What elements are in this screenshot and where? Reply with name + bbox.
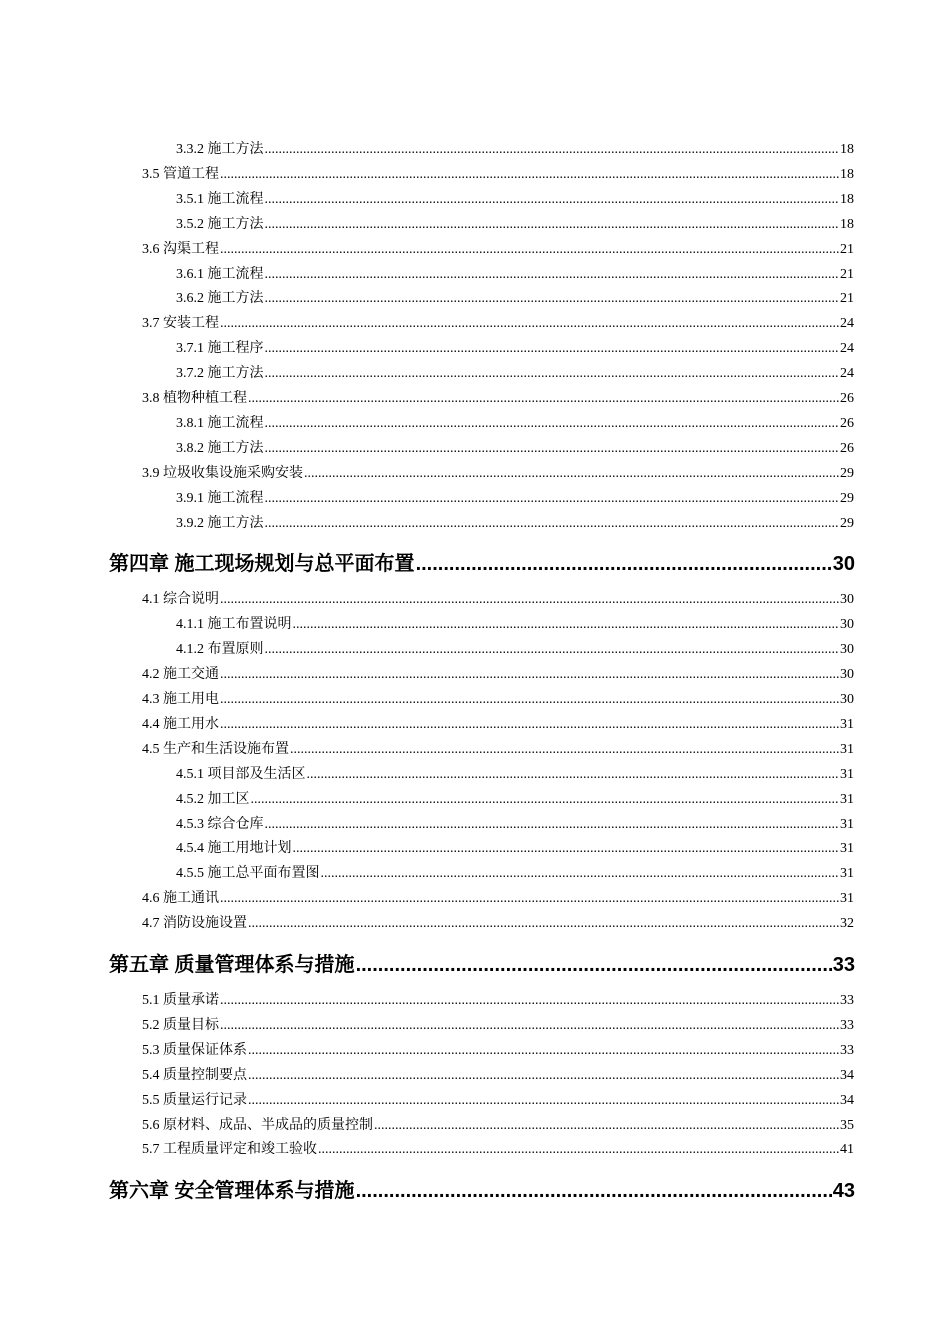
toc-entry-title: 4.5 生产和生活设施布置 — [142, 741, 289, 757]
toc-page-number: 30 — [840, 692, 854, 707]
toc-page-number: 32 — [840, 916, 854, 932]
toc-dot-leader — [220, 889, 839, 909]
toc-entry[interactable] — [142, 590, 854, 610]
toc-entry[interactable] — [176, 414, 854, 434]
toc-dot-leader — [356, 1177, 832, 1205]
toc-page-number: 35 — [840, 1117, 854, 1133]
toc-dot-leader — [220, 991, 839, 1011]
toc-entry[interactable] — [176, 514, 854, 534]
toc-entry-title: 3.9.1 施工流程 — [176, 490, 264, 506]
toc-page-number: 24 — [840, 366, 854, 382]
toc-dot-leader — [293, 615, 840, 635]
toc-entry[interactable] — [176, 615, 854, 635]
toc-dot-leader — [265, 140, 840, 160]
toc-page-number: 31 — [840, 716, 854, 732]
toc-entry-title: 4.5.5 施工总平面布置图 — [176, 866, 320, 882]
toc-entry-title: 4.5.2 加工区 — [176, 791, 250, 807]
toc-entry[interactable] — [176, 289, 854, 309]
toc-page-number: 26 — [840, 391, 854, 406]
toc-entry-title: 3.8.2 施工方法 — [176, 440, 264, 456]
toc-dot-leader — [251, 790, 840, 810]
toc-dot-leader — [248, 1066, 839, 1086]
toc-entry[interactable] — [176, 864, 854, 884]
toc-entry-title: 4.5.3 综合仓库 — [176, 816, 264, 832]
toc-entry-title: 第五章 质量管理体系与措施 — [109, 954, 355, 976]
toc-entry-title: 4.1 综合说明 — [142, 592, 219, 608]
toc-page-number: 21 — [840, 291, 854, 307]
toc-dot-leader — [265, 815, 840, 835]
toc-entry-title: 3.7 安装工程 — [142, 316, 219, 332]
toc-dot-leader — [220, 314, 839, 334]
toc-entry-title: 5.7 工程质量评定和竣工验收 — [142, 1142, 317, 1158]
toc-entry-title: 5.5 质量运行记录 — [142, 1092, 247, 1108]
toc-dot-leader — [265, 265, 840, 285]
toc-entry[interactable] — [176, 489, 854, 509]
toc-dot-leader — [220, 165, 839, 185]
toc-dot-leader — [248, 914, 839, 934]
toc-entry[interactable] — [176, 190, 854, 210]
toc-dot-leader — [265, 339, 840, 359]
toc-entry[interactable] — [142, 991, 854, 1011]
toc-entry-title: 5.1 质量承诺 — [142, 993, 219, 1008]
toc-entry-title: 3.9.2 施工方法 — [176, 515, 264, 531]
toc-entry[interactable] — [142, 665, 854, 685]
toc-page-number: 41 — [840, 1142, 854, 1158]
toc-entry-title: 3.7.1 施工程序 — [176, 341, 264, 357]
toc-dot-leader — [265, 289, 840, 309]
toc-entry-title: 3.5.1 施工流程 — [176, 191, 264, 207]
toc-page-number: 31 — [840, 841, 854, 857]
toc-page-number: 31 — [840, 741, 854, 757]
toc-entry[interactable] — [176, 815, 854, 835]
toc-dot-leader — [248, 1041, 839, 1061]
toc-page-number: 30 — [840, 642, 854, 658]
toc-entry-title: 第六章 安全管理体系与措施 — [109, 1180, 355, 1203]
toc-entry[interactable] — [142, 1041, 854, 1061]
toc-dot-leader — [265, 439, 840, 459]
toc-dot-leader — [416, 550, 832, 578]
toc-dot-leader — [265, 190, 840, 210]
toc-dot-leader — [220, 590, 839, 610]
toc-entry-title: 4.3 施工用电 — [142, 692, 219, 707]
toc-page-number: 31 — [840, 891, 854, 907]
toc-entry[interactable] — [176, 790, 854, 810]
toc-dot-leader — [304, 464, 839, 484]
toc-dot-leader — [356, 951, 832, 979]
toc-page-number: 34 — [840, 1092, 854, 1108]
toc-entry[interactable] — [176, 215, 854, 235]
toc-dot-leader — [374, 1116, 839, 1136]
toc-entry-title: 3.7.2 施工方法 — [176, 366, 264, 382]
toc-entry[interactable] — [142, 389, 854, 409]
toc-entry-title: 4.1.1 施工布置说明 — [176, 617, 292, 633]
toc-page-number: 31 — [840, 816, 854, 832]
toc-entry[interactable] — [142, 1016, 854, 1036]
toc-page-number: 21 — [840, 266, 854, 282]
toc-entry-title: 4.5.1 项目部及生活区 — [176, 766, 306, 782]
toc-page-number: 18 — [840, 166, 854, 182]
toc-dot-leader — [265, 640, 840, 660]
toc-entry-title: 5.4 质量控制要点 — [142, 1067, 247, 1083]
toc-entry-title: 3.6 沟渠工程 — [142, 241, 219, 257]
toc-entry[interactable] — [142, 740, 854, 760]
toc-dot-leader — [248, 1091, 839, 1111]
toc-dot-leader — [265, 514, 840, 534]
toc-entry-title: 第四章 施工现场规划与总平面布置 — [109, 553, 415, 576]
toc-entry[interactable] — [142, 690, 854, 710]
toc-page-number: 21 — [840, 241, 854, 257]
toc-page-number: 30 — [832, 553, 855, 576]
toc-dot-leader — [265, 489, 840, 509]
toc-entry-title: 4.5.4 施工用地计划 — [176, 841, 292, 857]
toc-chapter-entry[interactable] — [109, 550, 855, 578]
toc-page-number: 30 — [840, 617, 854, 633]
toc-entry[interactable] — [142, 1091, 854, 1111]
toc-page-number: 26 — [840, 440, 854, 456]
toc-entry[interactable] — [176, 839, 854, 859]
toc-entry[interactable] — [142, 889, 854, 909]
toc-page-number: 31 — [840, 791, 854, 807]
toc-entry[interactable] — [176, 640, 854, 660]
toc-dot-leader — [290, 740, 839, 760]
toc-dot-leader — [307, 765, 840, 785]
toc-page-number: 34 — [840, 1067, 854, 1083]
toc-entry[interactable] — [176, 140, 854, 160]
toc-dot-leader — [220, 240, 839, 260]
toc-dot-leader — [220, 665, 839, 685]
toc-entry[interactable] — [142, 464, 854, 484]
toc-dot-leader — [220, 1016, 839, 1036]
toc-entry[interactable] — [176, 339, 854, 359]
toc-entry[interactable] — [176, 439, 854, 459]
toc-dot-leader — [321, 864, 840, 884]
toc-page-number: 33 — [832, 954, 855, 976]
toc-page-number: 30 — [840, 667, 854, 683]
toc-entry-title: 3.6.2 施工方法 — [176, 291, 264, 307]
toc-page-number: 18 — [840, 216, 854, 232]
toc-entry-title: 4.2 施工交通 — [142, 667, 219, 683]
toc-chapter-entry[interactable] — [109, 951, 855, 979]
toc-entry-title: 4.6 施工通讯 — [142, 891, 219, 907]
toc-entry[interactable] — [142, 914, 854, 934]
toc-dot-leader — [293, 839, 840, 859]
toc-page-number: 31 — [840, 766, 854, 782]
toc-entry-title: 5.2 质量目标 — [142, 1017, 219, 1033]
toc-dot-leader — [265, 364, 840, 384]
toc-page-number: 29 — [840, 490, 854, 506]
toc-entry-title: 3.9 垃圾收集设施采购安装 — [142, 465, 303, 481]
toc-entry[interactable] — [142, 240, 854, 260]
toc-dot-leader — [318, 1140, 839, 1160]
toc-entry[interactable] — [176, 765, 854, 785]
toc-entry[interactable] — [142, 1116, 854, 1136]
toc-entry[interactable] — [142, 165, 854, 185]
toc-page-number: 18 — [840, 142, 854, 157]
toc-page-number: 26 — [840, 415, 854, 431]
toc-entry-title: 4.7 消防设施设置 — [142, 916, 247, 932]
toc-entry[interactable] — [142, 1140, 854, 1160]
toc-entry-title: 3.5 管道工程 — [142, 166, 219, 182]
toc-entry[interactable] — [142, 715, 854, 735]
toc-page-number: 33 — [840, 993, 854, 1008]
toc-dot-leader — [220, 690, 839, 710]
toc-page-number: 30 — [840, 592, 854, 608]
toc-entry[interactable] — [142, 1066, 854, 1086]
toc-entry-title: 5.3 质量保证体系 — [142, 1042, 247, 1058]
toc-entry[interactable] — [142, 314, 854, 334]
toc-page-number: 24 — [840, 341, 854, 357]
toc-entry-title: 4.1.2 布置原则 — [176, 642, 264, 658]
toc-page-number: 29 — [840, 515, 854, 531]
toc-page-number: 33 — [840, 1017, 854, 1033]
toc-entry-title: 3.3.2 施工方法 — [176, 142, 264, 157]
toc-page-number: 18 — [840, 191, 854, 207]
toc-page-number: 31 — [840, 866, 854, 882]
toc-entry-title: 3.8 植物种植工程 — [142, 391, 247, 406]
toc-dot-leader — [265, 215, 840, 235]
toc-page-number: 33 — [840, 1042, 854, 1058]
toc-entry-title: 3.5.2 施工方法 — [176, 216, 264, 232]
toc-entry-title: 3.8.1 施工流程 — [176, 415, 264, 431]
toc-page-number: 43 — [832, 1180, 855, 1203]
toc-dot-leader — [265, 414, 840, 434]
toc-chapter-entry[interactable] — [109, 1177, 855, 1205]
toc-entry[interactable] — [176, 364, 854, 384]
toc-entry-title: 4.4 施工用水 — [142, 716, 219, 732]
toc-page-number: 29 — [840, 465, 854, 481]
toc-dot-leader — [220, 715, 839, 735]
toc-page-number: 24 — [840, 316, 854, 332]
toc-entry[interactable] — [176, 265, 854, 285]
toc-entry-title: 3.6.1 施工流程 — [176, 266, 264, 282]
toc-dot-leader — [248, 389, 839, 409]
toc-entry-title: 5.6 原材料、成品、半成品的质量控制 — [142, 1117, 373, 1133]
